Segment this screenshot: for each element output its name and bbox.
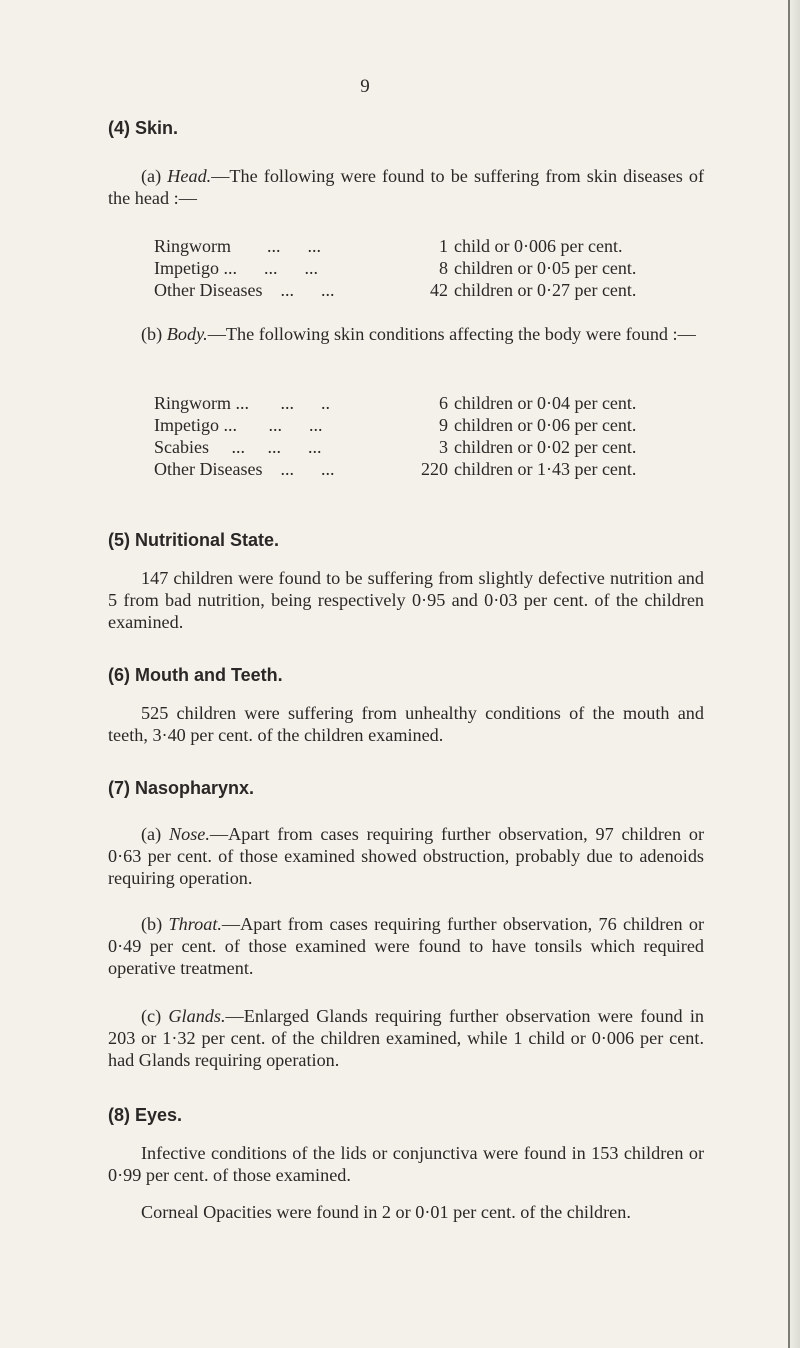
para-label: (b)	[141, 324, 163, 344]
section-heading-nasopharynx: (7) Nasopharynx.	[108, 778, 255, 798]
row-label: Impetigo ... ... ...	[154, 415, 323, 435]
row-count: 220	[421, 459, 448, 479]
table-row	[154, 414, 636, 436]
head-disease-table	[154, 235, 636, 301]
para-text: —Apart from cases requiring further observation, 97 children or 0·63 per cent. of those examined showed obstruction, probably due to adenoids requiring operation.	[108, 824, 705, 888]
row-text: children or 0·06 per cent.	[454, 415, 637, 435]
paragraph-nutrition: 147 children were found to be suffering from slightly defective nutrition and 5 from bad nutrition, being respectively 0·95 and 0·03 per cent. of the children examined.	[108, 568, 704, 632]
table-row	[154, 257, 636, 279]
paragraph-glands	[108, 1005, 704, 1071]
section-heading-eyes: (8) Eyes.	[108, 1105, 183, 1125]
row-count: 3	[439, 437, 448, 457]
section-heading-mouth-teeth: (6) Mouth and Teeth.	[108, 665, 283, 685]
body-disease-table	[154, 392, 636, 480]
page-number: 9	[360, 76, 370, 97]
row-label: Ringworm ... ... ..	[154, 393, 331, 413]
row-count: 1	[439, 236, 448, 256]
table-row	[154, 436, 636, 458]
para-title: Glands.	[168, 1006, 226, 1026]
table-row	[154, 392, 636, 414]
page-edge	[788, 0, 800, 1348]
row-text: child or 0·006 per cent.	[454, 236, 623, 256]
row-text: children or 0·02 per cent.	[454, 437, 637, 457]
para-label: (a)	[141, 824, 162, 844]
row-label: Other Diseases ... ...	[154, 280, 335, 300]
para-text: —Enlarged Glands requiring further observation were found in 203 or 1·32 per cent. of the children examined, while 1 child or 0·006 per cent. had Glands requiring operation.	[108, 1006, 705, 1070]
para-text: —The following skin conditions affecting the body were found :—	[207, 324, 696, 344]
row-text: children or 0·27 per cent.	[454, 280, 637, 300]
paragraph-throat	[108, 913, 704, 979]
paragraph-head	[108, 165, 704, 209]
para-title: Head.	[167, 166, 212, 186]
row-count: 8	[439, 258, 448, 278]
table-row	[154, 458, 636, 480]
paragraph-eyes-infective: Infective conditions of the lids or conjunctiva were found in 153 children or 0·99 per cent. of those examined.	[108, 1143, 704, 1185]
para-title: Body.	[166, 324, 208, 344]
paragraph-body	[108, 323, 704, 345]
paragraph-eyes-corneal: Corneal Opacities were found in 2 or 0·01 per cent. of the children.	[141, 1202, 631, 1222]
table-row	[154, 279, 636, 301]
row-text: children or 0·05 per cent.	[454, 258, 637, 278]
para-text: —Apart from cases requiring further observation, 76 children or 0·49 per cent. of those examined were found to have tonsils which required operative treatment.	[108, 914, 705, 978]
para-title: Throat.	[168, 914, 222, 934]
para-label: (a)	[141, 166, 162, 186]
table-row	[154, 235, 636, 257]
para-title: Nose.	[168, 824, 210, 844]
row-label: Ringworm ... ...	[154, 236, 322, 256]
row-count: 6	[439, 393, 448, 413]
row-count: 42	[430, 280, 448, 300]
paragraph-nose	[108, 823, 704, 889]
row-count: 9	[439, 415, 448, 435]
para-label: (c)	[141, 1006, 162, 1026]
row-label: Impetigo ... ... ...	[154, 258, 318, 278]
para-text: —The following were found to be suffering from skin diseases of the head :—	[108, 166, 705, 208]
row-label: Other Diseases ... ...	[154, 459, 335, 479]
paragraph-mouth-teeth: 525 children were suffering from unhealthy conditions of the mouth and teeth, 3·40 per cent. of the children examined.	[108, 703, 704, 745]
row-text: children or 1·43 per cent.	[454, 459, 637, 479]
section-heading-nutrition: (5) Nutritional State.	[108, 530, 280, 550]
row-label: Scabies ... ... ...	[154, 437, 322, 457]
para-label: (b)	[141, 914, 163, 934]
section-heading-skin: (4) Skin.	[108, 118, 179, 138]
row-text: children or 0·04 per cent.	[454, 393, 637, 413]
